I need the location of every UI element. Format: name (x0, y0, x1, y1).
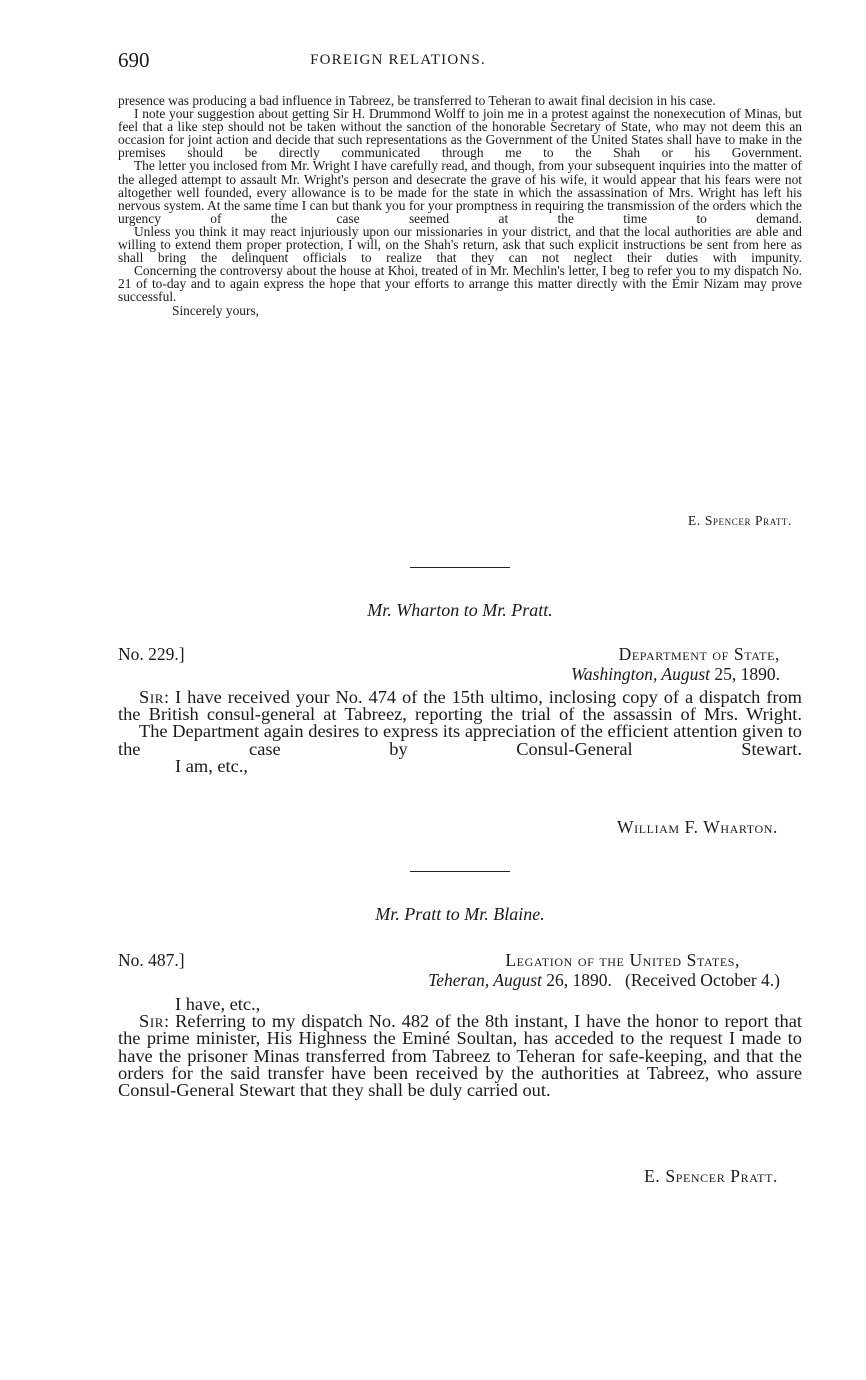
paragraph: Unless you think it may react injuriously upon our missionaries in your district, and that the local authorities are able and willing to extend them proper protection, I will, on the Shah's return, ask that such explicit instructions be sent from here as shall bring the delinquent officials to realize that they can not neglect their duties with impunity. (118, 223, 802, 266)
sender: Department of State, (618, 644, 780, 664)
dateline (571, 644, 780, 684)
received-note: (Received October 4.) (625, 970, 780, 990)
letter-body (118, 689, 802, 775)
dateline (428, 950, 780, 990)
place-date (571, 664, 780, 684)
page-header (118, 48, 804, 76)
letter-title: Mr. Pratt to Mr. Blaine. (375, 904, 545, 924)
paragraph: presence was producing a bad influence in Tabreez, be transferred to Teheran to await final decision in his case. (118, 93, 716, 108)
date: 25, 1890. (710, 664, 780, 684)
salutation: Sir (139, 687, 165, 707)
date: 26, 1890. (541, 970, 612, 990)
sender: Legation of the United States, (505, 950, 740, 970)
place: Washington, August (570, 664, 710, 684)
opening: I have, etc., (175, 994, 261, 1014)
paragraph: Sir: Referring to my dispatch No. 482 of the 8th instant, I have the honor to report that the prime minister, His Highness the Eminé Soultan, has acceded to the request I made to have the prisoner Minas transferred from Tabreez to Teheran for safe-keeping, and that the orders for the said transfer have been received by the authorities at Tabreez, who assure Consul-General Stewart that they shall be duly carried out. (118, 1011, 802, 1101)
letter-title: Mr. Wharton to Mr. Pratt. (367, 600, 553, 620)
salutation: Sir (139, 1011, 165, 1032)
letter-body (118, 996, 802, 1099)
signature: E. Spencer Pratt. (688, 513, 792, 528)
section-divider (410, 871, 510, 872)
paragraph: I note your suggestion about getting Sir H. Drummond Wolff to join me in a protest against the nonexecution of Minas, but feel that a like step should not be taken without the sanction of the honorable Secretary of State, who may not deem this an occasion for joint action and decide that such representations as the Government of the United States shall have to make in the premises should be directly communicated through me to the Shah or his Government. (118, 106, 802, 161)
signature: E. Spencer Pratt. (644, 1166, 778, 1186)
paragraph: Concerning the controversy about the house at Khoi, treated of in Mr. Mechlin's letter, I beg to refer you to my dispatch No. 21 of to-day and to again express the hope that your efforts to arrange this matter directly with the Emir Nizam may prove successful. (118, 263, 802, 305)
place-date (428, 970, 780, 990)
signature: William F. Wharton. (617, 817, 778, 837)
paragraph: Sir: I have received your No. 474 of the 15th ultimo, inclosing copy of a dispatch from the British consul-general at Tabreez, reporting the trial of the assassin of Mrs. Wright. (118, 687, 802, 725)
running-title: FOREIGN RELATIONS. (310, 52, 486, 68)
closing: I am, etc., (175, 755, 249, 776)
place: Teheran, August (428, 970, 542, 990)
letter-continuation (118, 94, 802, 317)
page-number: 690 (118, 48, 150, 72)
paragraph: The letter you inclosed from Mr. Wright I have carefully read, and though, from your subsequent inquiries into the matter of the alleged attempt to assault Mr. Wright's person and desecrate the grave of his wife, it would appear that his fears were not altogether well founded, every allowance is to be made for the state in which the assassination of Mrs. Wright has left his nervous system. At the same time I can but thank you for your promptness in requiring the transmission of the orders which the urgency of the case seemed at the time to demand. (118, 158, 802, 226)
section-divider (410, 567, 510, 568)
dispatch-number: No. 229.] (118, 644, 185, 664)
dispatch-number: No. 487.] (118, 950, 185, 970)
paragraph: The Department again desires to express its appreciation of the efficient attention given to the case by Consul-General Stewart. (118, 721, 802, 759)
closing: Sincerely yours, (172, 302, 260, 318)
